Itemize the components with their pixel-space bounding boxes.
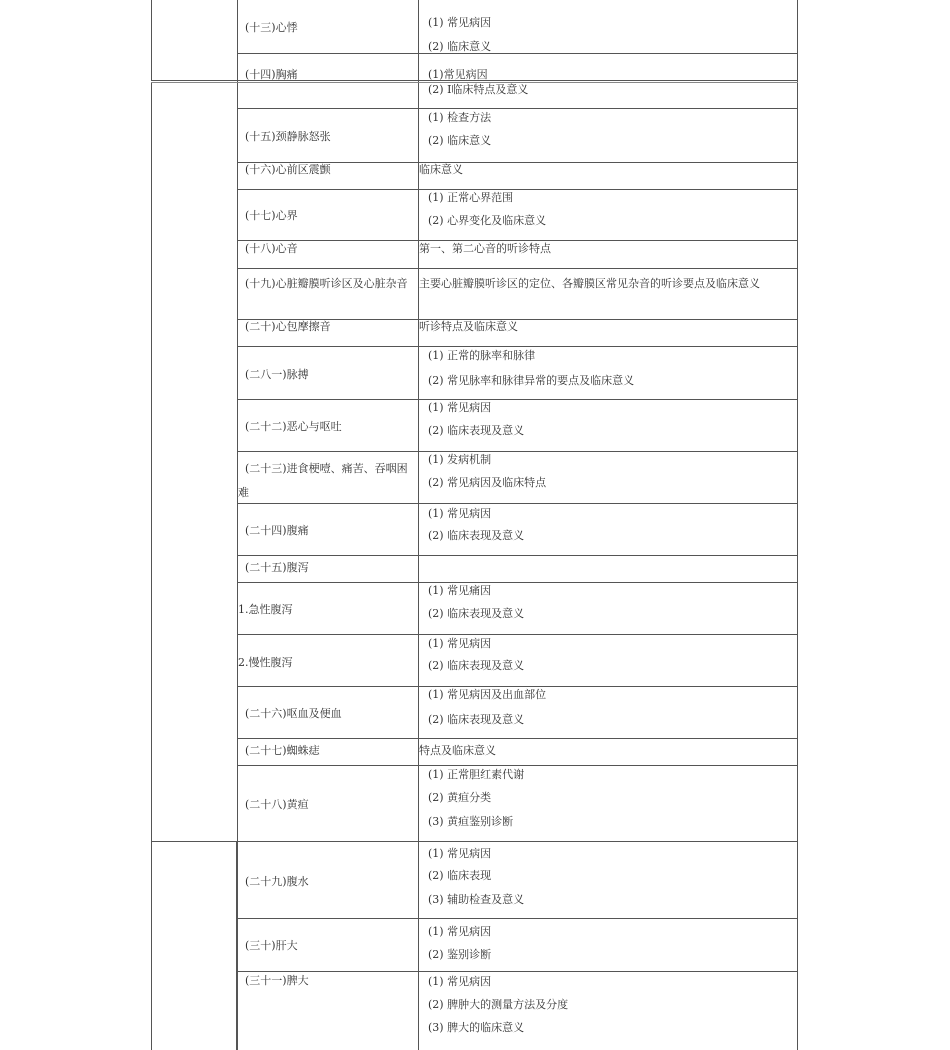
topic-cell: 2.慢性腹泻	[238, 656, 293, 669]
detail-item: (2) 黄疸分类	[428, 791, 492, 804]
detail-item: 主要心脏瓣膜听诊区的定位、各瓣膜区常见杂音的听诊要点及临床意义	[419, 277, 760, 290]
topic-cell: (二十四)腹痛	[245, 524, 309, 537]
detail-item: 临床意义	[419, 163, 463, 176]
detail-item: (1) 常见病因	[428, 401, 492, 414]
row-divider	[237, 503, 798, 504]
detail-item: (2) 常见脉率和脉律异常的要点及临床意义	[428, 374, 635, 387]
detail-item: (2) 临床表现及意义	[428, 424, 525, 437]
topic-cell: (二八一)脉搏	[245, 368, 309, 381]
row-divider	[237, 582, 798, 583]
detail-item: (2) 心界变化及临床意义	[428, 214, 547, 227]
topic-cell: (二十二)恶心与呕吐	[245, 420, 342, 433]
topic-cell: (二十七)蜘蛛痣	[245, 744, 320, 757]
topic-cell: (二十九)腹水	[245, 875, 309, 888]
detail-item: (1) 发病机制	[428, 453, 492, 466]
topic-cell: (十七)心界	[245, 209, 298, 222]
topic-cell: (十六)心前区震颤	[245, 163, 331, 176]
detail-item: 特点及临床意义	[419, 744, 496, 757]
row-divider	[237, 346, 798, 347]
row-divider	[237, 918, 798, 919]
detail-item: (2) 临床意义	[428, 134, 492, 147]
detail-item: (3) 脾大的临床意义	[428, 1021, 525, 1034]
detail-item: 第一、第二心音的听诊特点	[419, 242, 551, 255]
detail-item: (1) 常见病因	[428, 975, 492, 988]
detail-item: (2) 临床意义	[428, 40, 492, 53]
topic-cell: (十九)心脏瓣膜听诊区及心脏杂音	[245, 277, 408, 290]
detail-item: (2) I临床特点及意义	[428, 83, 529, 96]
detail-item: (1) 检查方法	[428, 111, 492, 124]
topic-cell: (十八)心音	[245, 242, 298, 255]
col2-divider	[418, 0, 419, 1050]
detail-item: 听诊特点及临床意义	[419, 320, 518, 333]
row-divider	[237, 268, 798, 269]
left-border-mid	[151, 82, 152, 842]
detail-item: (1) 正常心界范围	[428, 191, 514, 204]
topic-cell: 1.急性腹泻	[238, 603, 293, 616]
topic-cell: (十三)心悸	[245, 21, 298, 34]
detail-item: (1)常见病因	[428, 68, 488, 81]
topic-cell-wrap: 难	[238, 486, 249, 499]
detail-item: (1) 常见病因及出血部位	[428, 688, 547, 701]
detail-item: (2) 临床表现及意义	[428, 713, 525, 726]
row-divider	[237, 451, 798, 452]
left-border-bottom	[151, 842, 152, 1050]
row-divider	[237, 765, 798, 766]
detail-item: (3) 辅助检查及意义	[428, 893, 525, 906]
detail-item: (1) 常见病因	[428, 847, 492, 860]
row-divider	[237, 738, 798, 739]
detail-item: (2) 临床表现及意义	[428, 529, 525, 542]
detail-item: (1) 常见病因	[428, 637, 492, 650]
topic-cell: (二十六)呕血及便血	[245, 707, 342, 720]
topic-cell: (三十一)脾大	[245, 974, 309, 987]
row-divider	[237, 634, 798, 635]
detail-item: (1) 正常胆红素代谢	[428, 768, 525, 781]
topic-cell: (二十五)腹泻	[245, 561, 309, 574]
row-divider	[237, 189, 798, 190]
topic-cell: (二十八)黄疸	[245, 798, 309, 811]
detail-item: (2) 脾肿大的测量方法及分度	[428, 998, 569, 1011]
row-divider	[237, 971, 798, 972]
detail-item: (2) 鉴别诊断	[428, 948, 492, 961]
right-border	[797, 0, 798, 1050]
left-border-top	[151, 0, 152, 80]
detail-item: (2) 常见病因及临床特点	[428, 476, 547, 489]
topic-cell: (二十)心包摩擦音	[245, 320, 331, 333]
topic-cell: (十五)颈静脉怒张	[245, 130, 331, 143]
detail-item: (2) 临床表现及意义	[428, 607, 525, 620]
row-divider	[237, 686, 798, 687]
row-divider	[237, 399, 798, 400]
topic-cell: (二十三)进食梗噎、痛苦、吞咽困	[245, 462, 408, 475]
detail-item: (2) 临床表现及意义	[428, 659, 525, 672]
detail-item: (2) 临床表现	[428, 869, 492, 882]
row-divider	[237, 53, 798, 54]
detail-item: (1) 正常的脉率和脉律	[428, 349, 536, 362]
row-divider	[237, 240, 798, 241]
first-col-right-bottom	[236, 842, 237, 1050]
detail-item: (1) 常见痛因	[428, 584, 492, 597]
section-divider	[151, 841, 798, 842]
detail-item: (1) 常见病因	[428, 507, 492, 520]
topic-cell: (十四)胸痛	[245, 68, 298, 81]
topic-cell: (三十)肝大	[245, 939, 298, 952]
col1-divider	[237, 0, 238, 1050]
detail-item: (1) 常见病因	[428, 925, 492, 938]
detail-item: (3) 黄疸鉴别诊断	[428, 815, 514, 828]
row-divider	[237, 108, 798, 109]
row-divider	[237, 555, 798, 556]
detail-item: (1) 常见病因	[428, 16, 492, 29]
